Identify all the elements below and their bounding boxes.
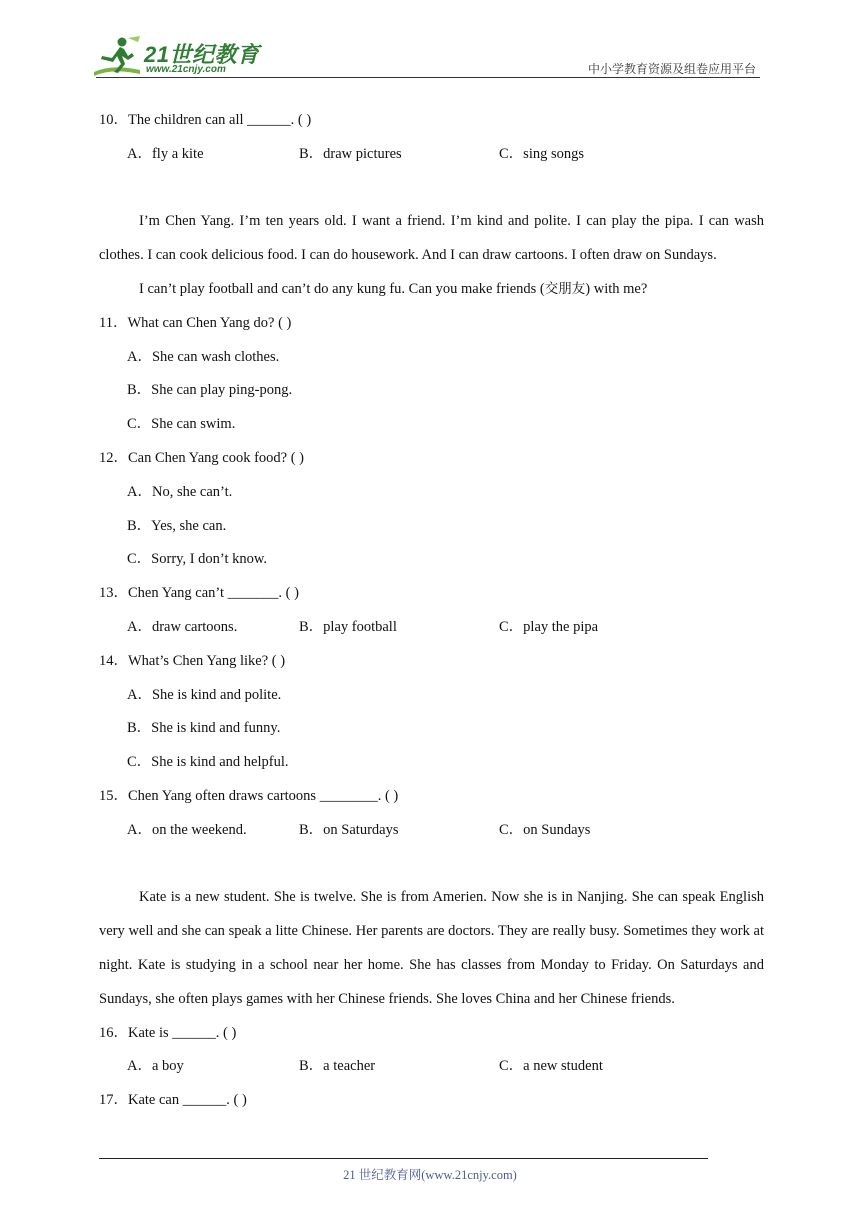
- option-c: C．on Sundays: [499, 821, 591, 838]
- question-17: 17．Kate can ______. ( ): [99, 1092, 247, 1109]
- logo-text: 21世纪教育: [144, 42, 260, 67]
- passage-chinese-gloss: 交朋友: [544, 280, 586, 297]
- question-14: 14．What’s Chen Yang like? ( ): [99, 652, 286, 669]
- option-c: C．sing songs: [499, 145, 585, 162]
- option-c: C．a new student: [499, 1058, 603, 1075]
- document-body: [99, 104, 764, 1118]
- option-a: A．draw cartoons.: [127, 618, 238, 635]
- page-header: [0, 0, 860, 90]
- reading-passage-kate: Kate is a new student. She is twelve. She is from Amerien. Now she is in Nanjing. She can speak English very well and she can speak a litte Chinese. Her parents are doctors. They are really busy. Sometimes they work at night. Kate is studying in a school near her home. She has classes from Monday to Friday. On Saturdays and Sundays, she often plays games with her Chinese friends. She loves China and her Chinese friends.: [99, 889, 764, 1007]
- option-a: A．on the weekend.: [127, 821, 247, 838]
- question-16-options: [99, 1050, 764, 1084]
- option-b: B．Yes, she can.: [127, 517, 227, 534]
- question-13-options: [99, 611, 764, 645]
- option-a: A．She can wash clothes.: [127, 348, 280, 365]
- option-b: B．a teacher: [299, 1058, 376, 1075]
- passage-text: I can’t play football and can’t do any kung fu. Can you make friends (: [139, 280, 545, 297]
- reading-passage-chen-yang-cont: [99, 273, 764, 307]
- question-10: 10．The children can all ______. ( ): [99, 112, 312, 128]
- footer-divider: [99, 1158, 708, 1159]
- option-b: B．on Saturdays: [299, 821, 399, 838]
- option-a: A．No, she can’t.: [127, 483, 233, 500]
- logo: [92, 34, 262, 80]
- question-15: 15．Chen Yang often draws cartoons ________. ( ): [99, 787, 399, 804]
- question-16: 16．Kate is ______. ( ): [99, 1024, 237, 1041]
- header-platform-text: 中小学教育资源及组卷应用平台: [587, 62, 756, 76]
- reading-passage-chen-yang: I’m Chen Yang. I’m ten years old. I want a friend. I’m kind and polite. I can play the pipa. I can wash clothes. I can cook delicious food. I can do housework. And I can draw cartoons. I often draw on Sundays.: [99, 213, 764, 264]
- question-11: 11．What can Chen Yang do? ( ): [99, 314, 292, 331]
- runner-logo-icon: [92, 34, 144, 80]
- option-a: A．fly a kite: [127, 145, 204, 162]
- question-10-options: [99, 138, 764, 172]
- question-13: 13．Chen Yang can’t _______. ( ): [99, 585, 299, 602]
- page-footer: 21 世纪教育网(www.21cnjy.com): [343, 1168, 517, 1182]
- option-a: A．She is kind and polite.: [127, 686, 282, 703]
- option-c: C．Sorry, I don’t know.: [127, 551, 268, 568]
- option-c: C．She can swim.: [127, 416, 236, 433]
- option-b: B．play football: [299, 618, 397, 635]
- option-c: C．play the pipa: [499, 618, 599, 635]
- question-15-options: [99, 814, 764, 848]
- passage-text-end: ) with me?: [585, 280, 648, 297]
- option-c: C．She is kind and helpful.: [127, 754, 289, 771]
- question-12: 12．Can Chen Yang cook food? ( ): [99, 449, 304, 466]
- option-b: B．draw pictures: [299, 145, 402, 162]
- header-divider: [96, 77, 760, 78]
- logo-url: www.21cnjy.com: [146, 64, 226, 75]
- option-a: A．a boy: [127, 1058, 184, 1075]
- option-b: B．She is kind and funny.: [127, 720, 281, 737]
- option-b: B．She can play ping-pong.: [127, 382, 293, 399]
